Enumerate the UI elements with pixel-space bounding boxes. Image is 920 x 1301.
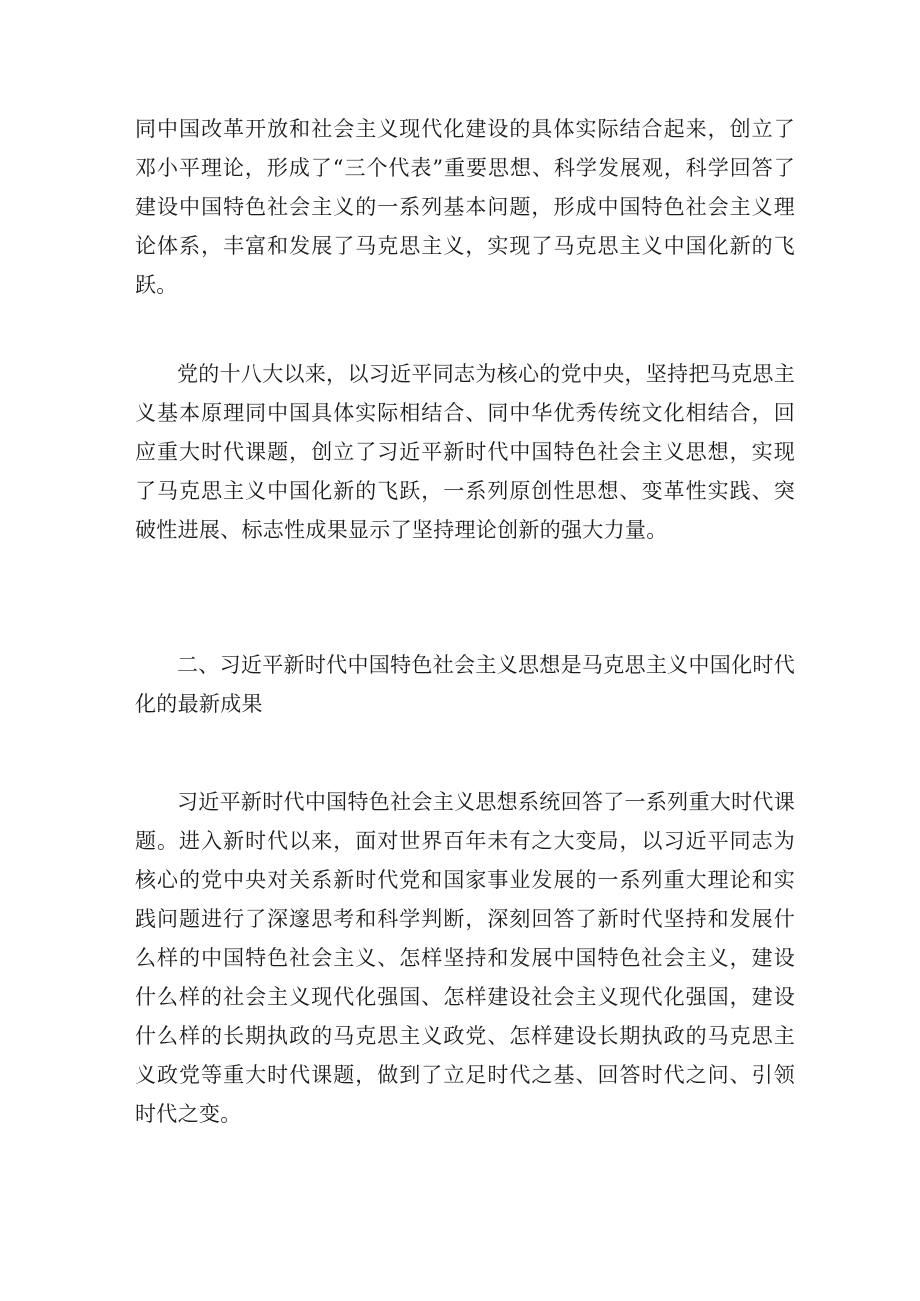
paragraph-new-era-thought: 习近平新时代中国特色社会主义思想系统回答了一系列重大时代课题。进入新时代以来，面对世界百年未有之大变局，以习近平同志为核心的党中央对关系新时代党和国家事业发展的一系列重大理论和实践问题进行了深邃思考和科学判断，深刻回答了新时代坚持和发展什么样的中国特色社会主义、怎样坚持和发展中国特色社会主义，建设什么样的社会主义现代化强国、怎样建设社会主义现代化强国，建设什么样的长期执政的马克思主义政党、怎样建设长期执政的马克思主义政党等重大时代课题，做到了立足时代之基、回答时代之问、引领时代之变。 (135, 790, 795, 1126)
paragraph-continuation: 同中国改革开放和社会主义现代化建设的具体实际结合起来，创立了邓小平理论，形成了“三个代表”重要思想、科学发展观，科学回答了建设中国特色社会主义的一系列基本问题，形成中国特色社会主义理论体系，丰富和发展了马克思主义，实现了马克思主义中国化新的飞跃。 (135, 117, 795, 297)
paragraph-eighteenth-congress: 党的十八大以来，以习近平同志为核心的党中央，坚持把马克思主义基本原理同中国具体实际相结合、同中华优秀传统文化相结合，回应重大时代课题，创立了习近平新时代中国特色社会主义思想，实现了马克思主义中国化新的飞跃，一系列原创性思想、变革性实践、突破性进展、标志性成果显示了坚持理论创新的强大力量。 (135, 362, 795, 542)
section-heading-two: 二、习近平新时代中国特色社会主义思想是马克思主义中国化时代化的最新成果 (135, 653, 795, 716)
